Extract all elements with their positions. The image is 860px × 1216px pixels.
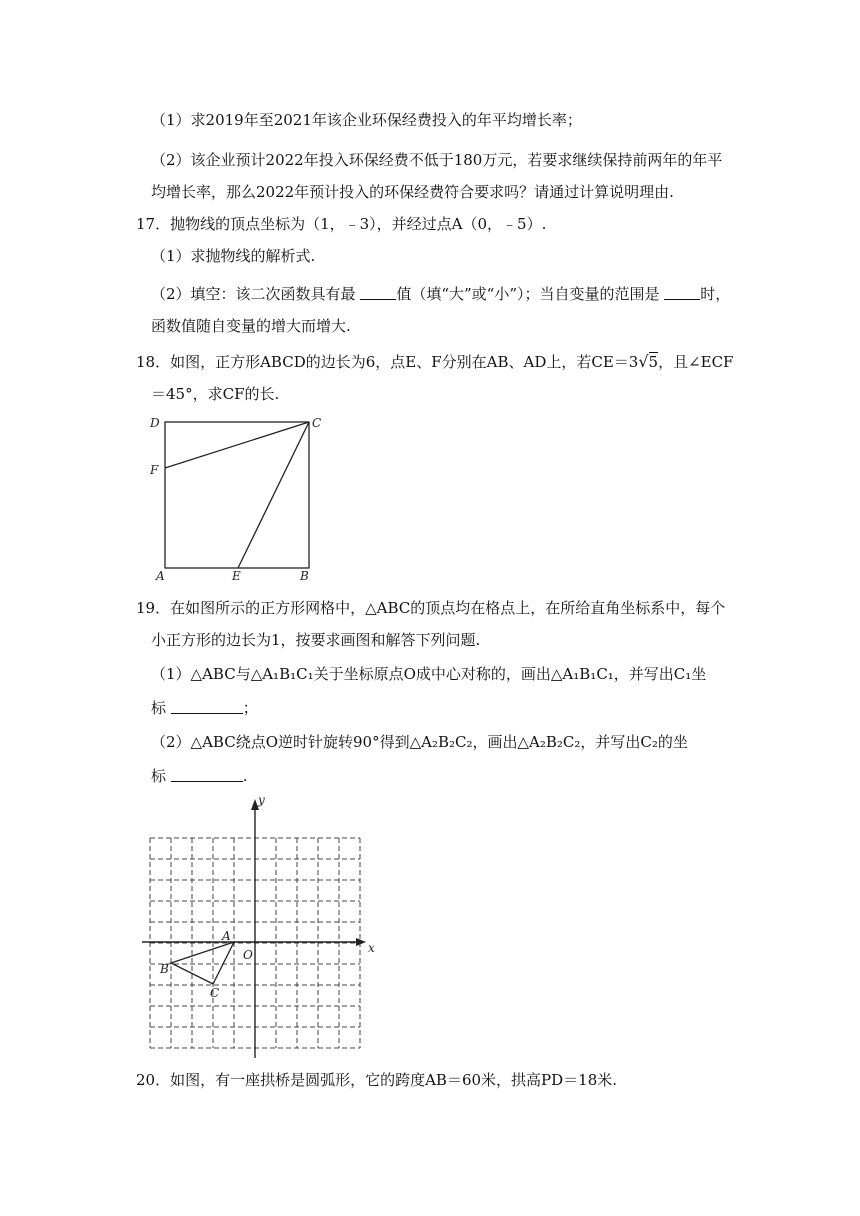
q18-stem-a: 18．如图，正方形ABCD的边长为6，点E、F分别在AB、AD上，若CE＝3 — [136, 353, 639, 371]
q17-part2-a: （2）填空：该二次函数具有最 — [151, 285, 361, 303]
sqrt-sign: √ — [638, 352, 649, 371]
segment-ce — [238, 422, 309, 568]
label-c: C — [312, 416, 322, 430]
q16-part2-line1: （2）该企业预计2022年投入环保经费不低于180万元，若要求继续保持前两年的年平 — [151, 151, 723, 169]
q20-stem: 20．如图，有一座拱桥是圆弧形，它的跨度AB＝60米，拱高PD＝18米. — [136, 1071, 618, 1089]
q18-stem-line1 — [136, 352, 733, 372]
label-e: E — [232, 569, 241, 583]
segment-cf — [165, 422, 309, 468]
q17-part2-line2: 函数值随自变量的增大而增大. — [151, 317, 351, 335]
label-a: A — [222, 929, 231, 943]
q19-part1-label: 标 — [151, 699, 171, 717]
answer-blank — [171, 699, 243, 714]
sqrt-radicand: 5 — [648, 353, 659, 371]
q16-part1: （1）求2019年至2021年该企业环保经费投入的年平均增长率； — [151, 111, 582, 129]
answer-blank — [360, 285, 396, 300]
q19-stem-line1: 19．在如图所示的正方形网格中，△ABC的顶点均在格点上，在所给直角坐标系中，每个 — [136, 599, 726, 617]
label-x: x — [368, 941, 375, 955]
label-o: O — [243, 948, 253, 962]
q19-stem-line2: 小正方形的边长为1，按要求画图和解答下列问题. — [151, 631, 481, 649]
label-b: B — [160, 962, 169, 976]
label-y: y — [258, 793, 265, 807]
q17-part2-c: 时， — [700, 285, 731, 303]
q19-part1-line2 — [151, 698, 258, 718]
q16-part2-line2: 均增长率，那么2022年预计投入的环保经费符合要求吗？请通过计算说明理由. — [151, 183, 674, 201]
q18-stem-b: ，且∠ECF — [658, 353, 734, 371]
answer-blank — [664, 285, 700, 300]
q19-part1-end: ； — [242, 699, 258, 717]
square-abcd — [165, 422, 309, 568]
q19-part2-line1: （2）△ABC绕点O逆时针旋转90°得到△A₂B₂C₂，画出△A₂B₂C₂，并写出C₂的坐 — [151, 733, 688, 751]
label-a: A — [156, 569, 165, 583]
q17-part2-b: 值（填“大”或“小”）；当自变量的范围是 — [396, 285, 665, 303]
coordinate-grid-figure — [140, 790, 390, 1062]
q18-stem-line2: ＝45°，求CF的长. — [151, 385, 280, 403]
q19-part2-line2 — [151, 766, 248, 786]
q17-part2-line1 — [151, 284, 730, 304]
x-axis-arrow — [356, 938, 366, 946]
q19-part2-label: 标 — [151, 767, 171, 785]
triangle-abc — [171, 942, 234, 984]
label-c: C — [210, 986, 220, 1000]
label-b: B — [300, 569, 309, 583]
label-d: D — [150, 416, 160, 430]
q19-part2-end: . — [242, 767, 248, 785]
label-f: F — [150, 463, 159, 477]
q17-part1: （1）求抛物线的解析式. — [151, 247, 316, 265]
q17-stem: 17．抛物线的顶点坐标为（1，﹣3），并经过点A（0，﹣5）. — [136, 215, 547, 233]
q19-part1-line1: （1）△ABC与△A₁B₁C₁关于坐标原点O成中心对称的，画出△A₁B₁C₁，并写出C₁坐 — [151, 665, 707, 683]
square-figure — [140, 412, 340, 588]
answer-blank — [171, 767, 243, 782]
